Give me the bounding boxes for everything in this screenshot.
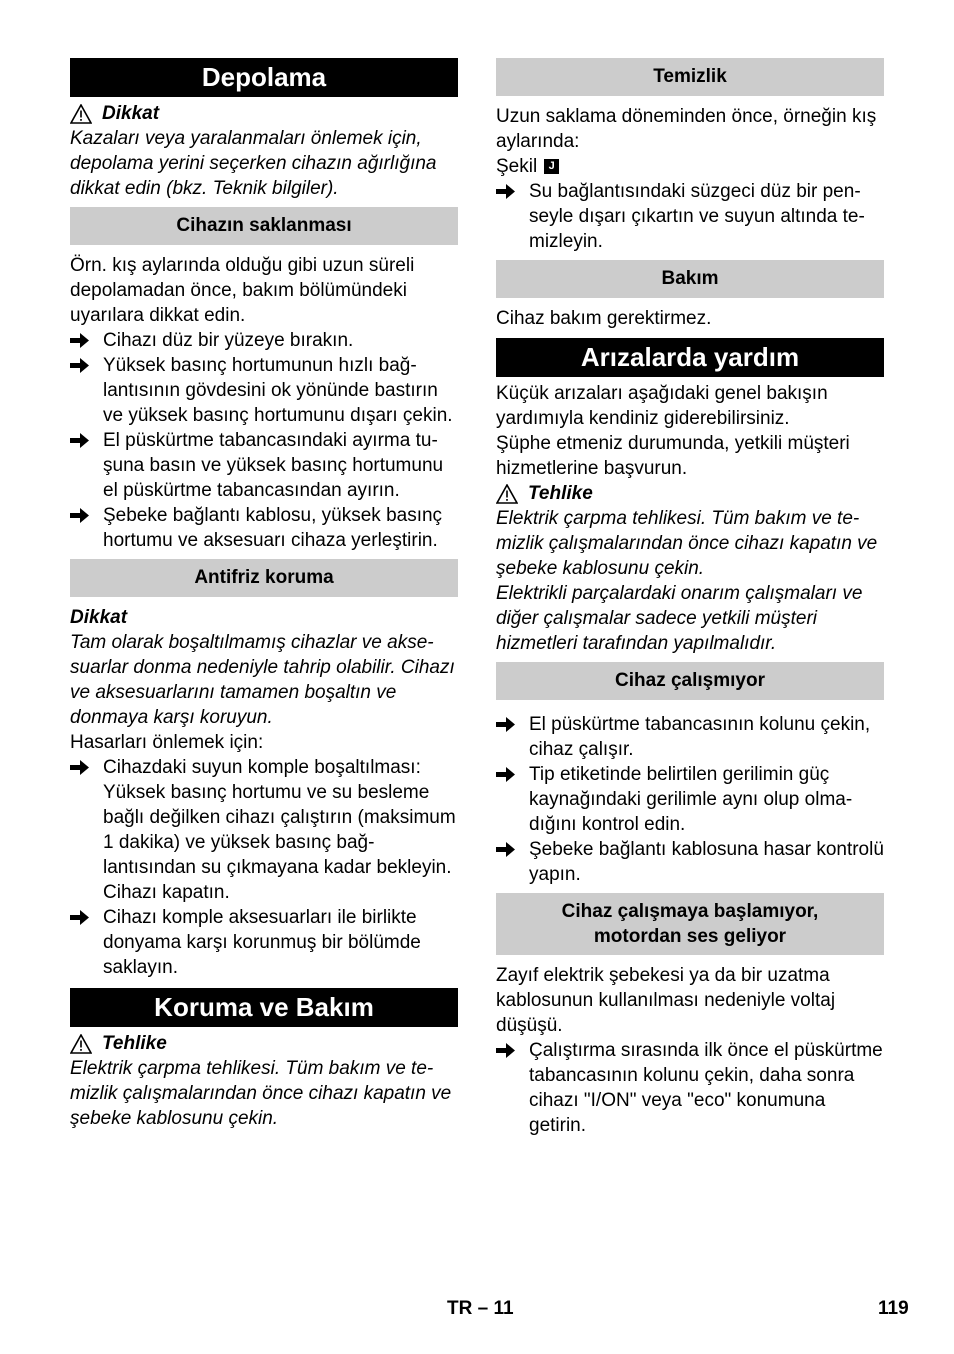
paragraph-saklanma-intro: Örn. kış aylarında olduğu gibi uzun süreli depolamadan önce, bakım bölümündeki uyarılara dikkat edin. <box>70 255 415 326</box>
arrow-right-icon <box>70 332 90 349</box>
warning-label-text: Dikkat <box>102 103 160 124</box>
heading-koruma-ve-bakim: Koruma ve Bakım <box>70 988 458 1027</box>
heading-temizlik: Temizlik <box>496 58 884 96</box>
heading-depolama: Depolama <box>70 58 458 97</box>
list-antifriz <box>70 755 458 980</box>
list-item: El püskürtme tabancasındaki ayırma tuşuna basın ve yüksek basınç hortumunu el püskürtme tabancasından ayırın. <box>70 428 458 503</box>
heading-cihaz-calismiyor: Cihaz çalışmıyor <box>496 662 884 700</box>
warning-label-dikkat: Dikkat <box>70 607 128 628</box>
heading-antifriz-koruma: Antifriz koruma <box>70 559 458 597</box>
figure-badge: J <box>544 159 559 174</box>
footer-section-label: TR – 11 <box>447 1298 514 1319</box>
figure-reference: Şekil J <box>496 154 884 179</box>
warning-triangle-icon <box>496 484 518 504</box>
warning-text: Kazaları veya yaralanmaları önlemek için, depolama yerini seçerken cihazın ağırlığına dikkat edin (bkz. Teknik bilgiler). <box>70 128 437 199</box>
list-baslamiyor <box>496 1038 884 1138</box>
heading-bakim: Bakım <box>496 260 884 298</box>
heading-calismaya-baslamiyor: Cihaz çalışmaya başlamıyor, motordan ses geliyor <box>496 893 884 955</box>
list-item: Çalıştırma sırasında ilk önce el püskürtme tabancasının kolunu çekin, daha sonra cihazı "I/ON" veya "eco" konumuna getirin. <box>496 1038 884 1138</box>
list-temizlik <box>496 179 884 254</box>
left-column <box>70 58 458 1131</box>
arrow-right-icon <box>496 1042 516 1059</box>
arrow-right-icon <box>70 432 90 449</box>
list-item: Tip etiketinde belirtilen gerilimin güç kaynağındaki gerilimle aynı olup olmadığını kontrol edin. <box>496 762 884 837</box>
warning-text: Elektrikli parçalardaki onarım çalışmaları ve diğer çalışmalar sadece yetkili müşteri hizmetleri tarafından yapılmalıdır. <box>496 583 863 654</box>
right-column <box>496 58 884 1138</box>
warning-label-tehlike <box>496 481 884 506</box>
heading-arizalarda-yardim: Arızalarda yardım <box>496 338 884 377</box>
warning-triangle-icon <box>70 1034 92 1054</box>
arrow-right-icon <box>496 766 516 783</box>
paragraph-antifriz-intro: Hasarları önlemek için: <box>70 732 264 753</box>
warning-triangle-icon <box>70 104 92 124</box>
arrow-right-icon <box>70 357 90 374</box>
arrow-right-icon <box>70 909 90 926</box>
warning-text: Elektrik çarpma tehlikesi. Tüm bakım ve temizlik çalışmalarından önce cihazı kapatın ve şebeke kablosunu çekin. <box>496 508 878 579</box>
list-item: Yüksek basınç hortumunun hızlı bağlantısının gövdesini ok yönünde bastırın ve yüksek basınç hortumunu dışarı çekin. <box>70 353 458 428</box>
warning-text: Elektrik çarpma tehlikesi. Tüm bakım ve temizlik çalışmalarından önce cihazı kapatın ve şebeke kablosunu çekin. <box>70 1058 452 1129</box>
warning-label-text: Tehlike <box>528 483 593 504</box>
warning-label-dikkat <box>70 101 458 126</box>
list-calismiyor <box>496 712 884 887</box>
paragraph-temizlik-intro: Uzun saklama döneminden önce, örneğin kış aylarında: <box>496 106 877 152</box>
warning-label-text: Tehlike <box>102 1033 167 1054</box>
list-item: Cihazdaki suyun komple boşaltılması: Yüksek basınç hortumu ve su besleme bağlı değilken cihazı çalıştırın (maksimum 1 dakika) ve yüksek basınç bağlantısından su çıkmayana kadar bekleyin. Cihazı kapatın. <box>70 755 458 905</box>
paragraph-arizalar-2: Şüphe etmeniz durumunda, yetkili müşteri hizmetlerine başvurun. <box>496 433 850 479</box>
paragraph-bakim: Cihaz bakım gerektirmez. <box>496 308 712 329</box>
arrow-right-icon <box>70 507 90 524</box>
list-item: Cihazı düz bir yüzeye bırakın. <box>70 328 458 353</box>
arrow-right-icon <box>496 841 516 858</box>
warning-text: Tam olarak boşaltılmamış cihazlar ve aksesuarlar donma nedeniyle tahrip olabilir. Cihazı ve aksesuarlarını tamamen boşaltın ve donmaya karşı koruyun. <box>70 632 455 728</box>
list-item: Şebeke bağlantı kablosuna hasar kontrolü yapın. <box>496 837 884 887</box>
arrow-right-icon <box>496 183 516 200</box>
list-item: Cihazı komple aksesuarları ile birlikte donyama karşı korunmuş bir bölümde saklayın. <box>70 905 458 980</box>
list-item: Şebeke bağlantı kablosu, yüksek basınç hortumu ve aksesuarı cihaza yerleştirin. <box>70 503 458 553</box>
arrow-right-icon <box>70 759 90 776</box>
paragraph-arizalar-1: Küçük arızaları aşağıdaki genel bakışın yardımıyla kendiniz giderebilirsiniz. <box>496 383 828 429</box>
list-item: Su bağlantısındaki süzgeci düz bir penseyle dışarı çıkartın ve suyun altında temizleyin. <box>496 179 884 254</box>
page-number: 119 <box>878 1298 909 1319</box>
arrow-right-icon <box>496 716 516 733</box>
list-saklanma <box>70 328 458 553</box>
paragraph-baslamiyor: Zayıf elektrik şebekesi ya da bir uzatma kablosunun kullanılması nedeniyle voltaj düşüşü. <box>496 965 836 1036</box>
warning-label-tehlike <box>70 1031 458 1056</box>
heading-cihazin-saklanmasi: Cihazın saklanması <box>70 207 458 245</box>
list-item: El püskürtme tabancasının kolunu çekin, cihaz çalışır. <box>496 712 884 762</box>
